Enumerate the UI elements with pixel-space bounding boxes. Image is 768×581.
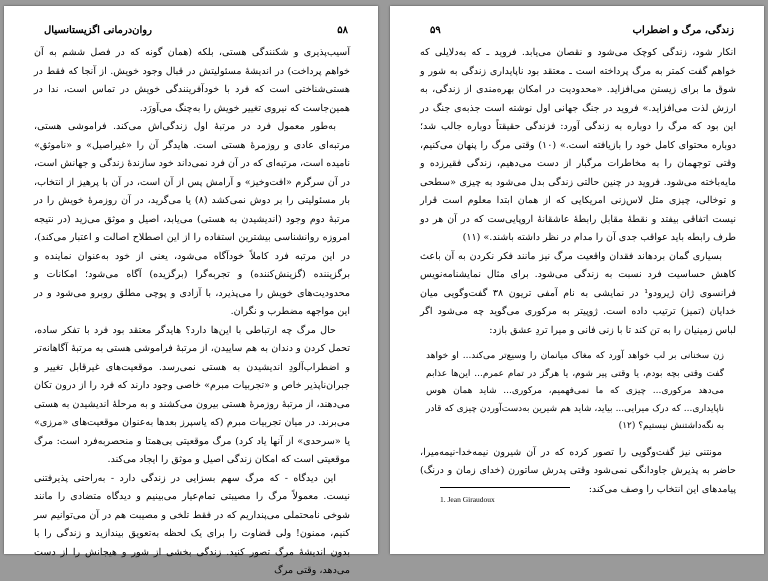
paragraph: حال مرگ چه ارتباطی با این‌ها دارد؟ هایدگر معتقد بود فرد با تفکر ساده، تحمل کردن و دندان به هم ساییدن، از مرتبهٔ فراموشی هستی به مرتبهٔ آگاهانه‌تر و اضطراب‌آلودِ اندیشیدن به هستی نمی‌رسد. موقعیت‌های غیرقابل تغییر و جبران‌ناپذیر خاص و «تجربیات مبرم» خاصی وجود دارند که فرد را از درون تکان می‌دهند، از مرتبهٔ روزمرهٔ هستی بیرون می‌کشند و به مرحلهٔ اندیشیدن به هستی می‌برند. در میان تجربیات مبرم (که یاسپرز بعدها به‌عنوان موقعیت‌های «مرزی» یا «سرحدی» از آنها یاد کرد) مرگ موقعیتی بی‌همتا و منحصربه‌فرد است: مرگ موقعیتی است که امکان زندگی اصیل و موثق را ایجاد می‌کند. — [34, 324, 350, 465]
paragraph: به‌طور معمول فرد در مرتبهٔ اول زندگی‌اش می‌کند. فراموشی هستی، مرتبه‌ای عادی و روزمرهٔ هستی است. هایدگر آن را «غیراصیل» و «ناموثق» نامیده است، مرتبه‌ای که در آن فرد نمی‌داند خود سازندهٔ زندگی و جهانش است، در آن سرگرم «افت‌وخیز» و آرامش پس از آن است، در آن با پرهیز از انتخاب، بار مسئولیتی را بر دوش نمی‌کشد (۸) یا می‌گرید، در آن روزمرهٔ خویش را در مرتبهٔ دوم وجود (اندیشیدن به هستی) می‌یابد، اصیل و موثق می‌زید (در نتیجه امروزه روانشناسی بیشترین استفاده را از این اصطلاح اصالت و اعتبار می‌کند)، در این مرتبه فرد کاملاً خودآگاه می‌شود، یعنی از خود به‌عنوان نماینده و برگزیننده (گزینش‌کننده) و تجربه‌گرا (برگزیده) آگاه می‌شود؛ امکانات و محدودیت‌های خویش را می‌پذیرد، با آزادی و پوچی مطلق روبرو می‌شود و در این مواجهه مضطرب و نگران. — [34, 121, 351, 317]
block-quote: زن سخنانی بر لب خواهد آورد که مغاک میانمان را وسیع‌تر می‌کند... او خواهد گفت وقتی بچه بودم، یا وقتی پیر شوم، یا هرگز در تمام عمرم... این‌ها عذابم می‌دهد مرکوری... چیزی که ما نمی‌فهمیم، مرکوری... شاید همان هوس ناپایداری... که درک میرایی... بیاید، شاید هم شیرین به‌دست‌آوردن چیزی که قادر به نگه‌داشتنش نیستیم؟ (۱۲) — [426, 351, 724, 431]
page-number: ۵۹ — [430, 24, 441, 36]
paragraph: مونتنی نیز گفت‌وگویی را تصور کرده که در آن شیرون نیمه‌خدا-نیمه‌میرا، حاضر به پذیرش جاودانگی نمی‌شود وقتی پدرش ساتورن (خدای زمان و درنگ) پیامدهای این انتخاب را وصف می‌کند: — [420, 446, 736, 495]
paragraph: انکار شود، زندگی کوچک می‌شود و نقصان می‌یابد. فروید ـ که به‌دلایلی که خواهم گفت کمتر به مرگ پرداخته است ـ معتقد بود ناپایداری زندگی به شور و شوق ما برای زیستن می‌افزاید. «محدودیت در امکان بهره‌مندی از زندگی، به ارزش لذت می‌افزاید.» فروید در جنگ جهانی اول نوشته است جذبه‌ی جنگ در این بود که مرگ را دوباره به زندگی آورد: فزندگی حقیقتاً دوباره جالب شد؛ دوباره محتوای کامل خود را بازیافته است.» (۱۰) وقتی مرگ را پنهان می‌کنیم، وقتی توجهمان را به مخاطرات مرگبار از دست می‌دهیم، زندگی فقیرزده و مایه‌باخته می‌شود. فروید در چنین حالتی زندگی بدل می‌شود به چیزی «سطحی و توخالی، چیزی مثل لاس‌زنی امریکایی که از همان ابتدا معلوم است قرار نیست اتفاقی بیفتد و نقطهٔ مقابل رابطهٔ عاشقانهٔ اروپایی‌ست که در آن هر دو طرف رابطه باید عواقب جدی آن را مدام در نظر داشته باشند.» (۱۱) — [420, 47, 736, 243]
page-header — [430, 23, 734, 37]
page-header — [44, 23, 348, 37]
right-page — [390, 6, 764, 554]
page-body — [34, 44, 350, 581]
page-number: ۵۸ — [337, 24, 348, 36]
paragraph: بسیاری گمان بردهاند فقدان واقعیت مرگ نیز مانند فکر نکردن به آن باعث کاهش حساسیت فرد نسبت به زندگی می‌شود. برای مثال نمایشنامه‌نویس فرانسوی ژان ژیرودو¹ در نمایشی به نام آمفی تریون ۳۸ گفت‌وگویی میان خدایان (تمیز) ترتیب داده است. ژوپیتر به مرکوری می‌گوید چه می‌شود اگر لباس زمینیان را به تن کند تا با زنی فانی و میرا تردِ عشق بازد: — [420, 250, 736, 336]
running-title: زندگی، مرگ و اضطراب — [632, 24, 734, 36]
left-page — [4, 6, 378, 576]
page-body — [420, 44, 736, 499]
footnote: 1. Jean Giraudoux — [440, 495, 495, 504]
footnote-divider — [440, 487, 570, 488]
paragraph: آسیب‌پذیری و شکنندگی هستی، بلکه (همان گونه که در فصل ششم به آن خواهم پرداخت) در اندیشهٔ مسئولیتش در قبال وجود خویش. از آنجا که فقط در هستی‌شناختی است که فرد با خودآفرینندگی خویش در تماس است، ندا در همین‌جاست که نیروی تغییر خویش را به‌چنگ می‌آورَد. — [34, 47, 350, 114]
paragraph: این دیدگاه - که مرگ سهم بسزایی در زندگی دارد - به‌راحتی پذیرفتنی نیست. معمولاً مرگ را مصیبتی تمام‌عیار می‌بینیم و دیدگاه متضادی را مانند شوخی نامحتملی می‌پنداریم که در فقط تلخی و مصیبت هم در آن می‌توانیم سر کنیم، ممنون! ولی قضاوت را برای یک لحظه به‌تعویق بیندازید و زندگی را با بدون اندیشهٔ مرگ تصور کنید. زندگی بخشی از شور و هیجانش را از دست می‌دهد، وقتی مرگ — [34, 472, 350, 576]
running-title: روان‌درمانی اگزیستانسیال — [44, 24, 152, 36]
